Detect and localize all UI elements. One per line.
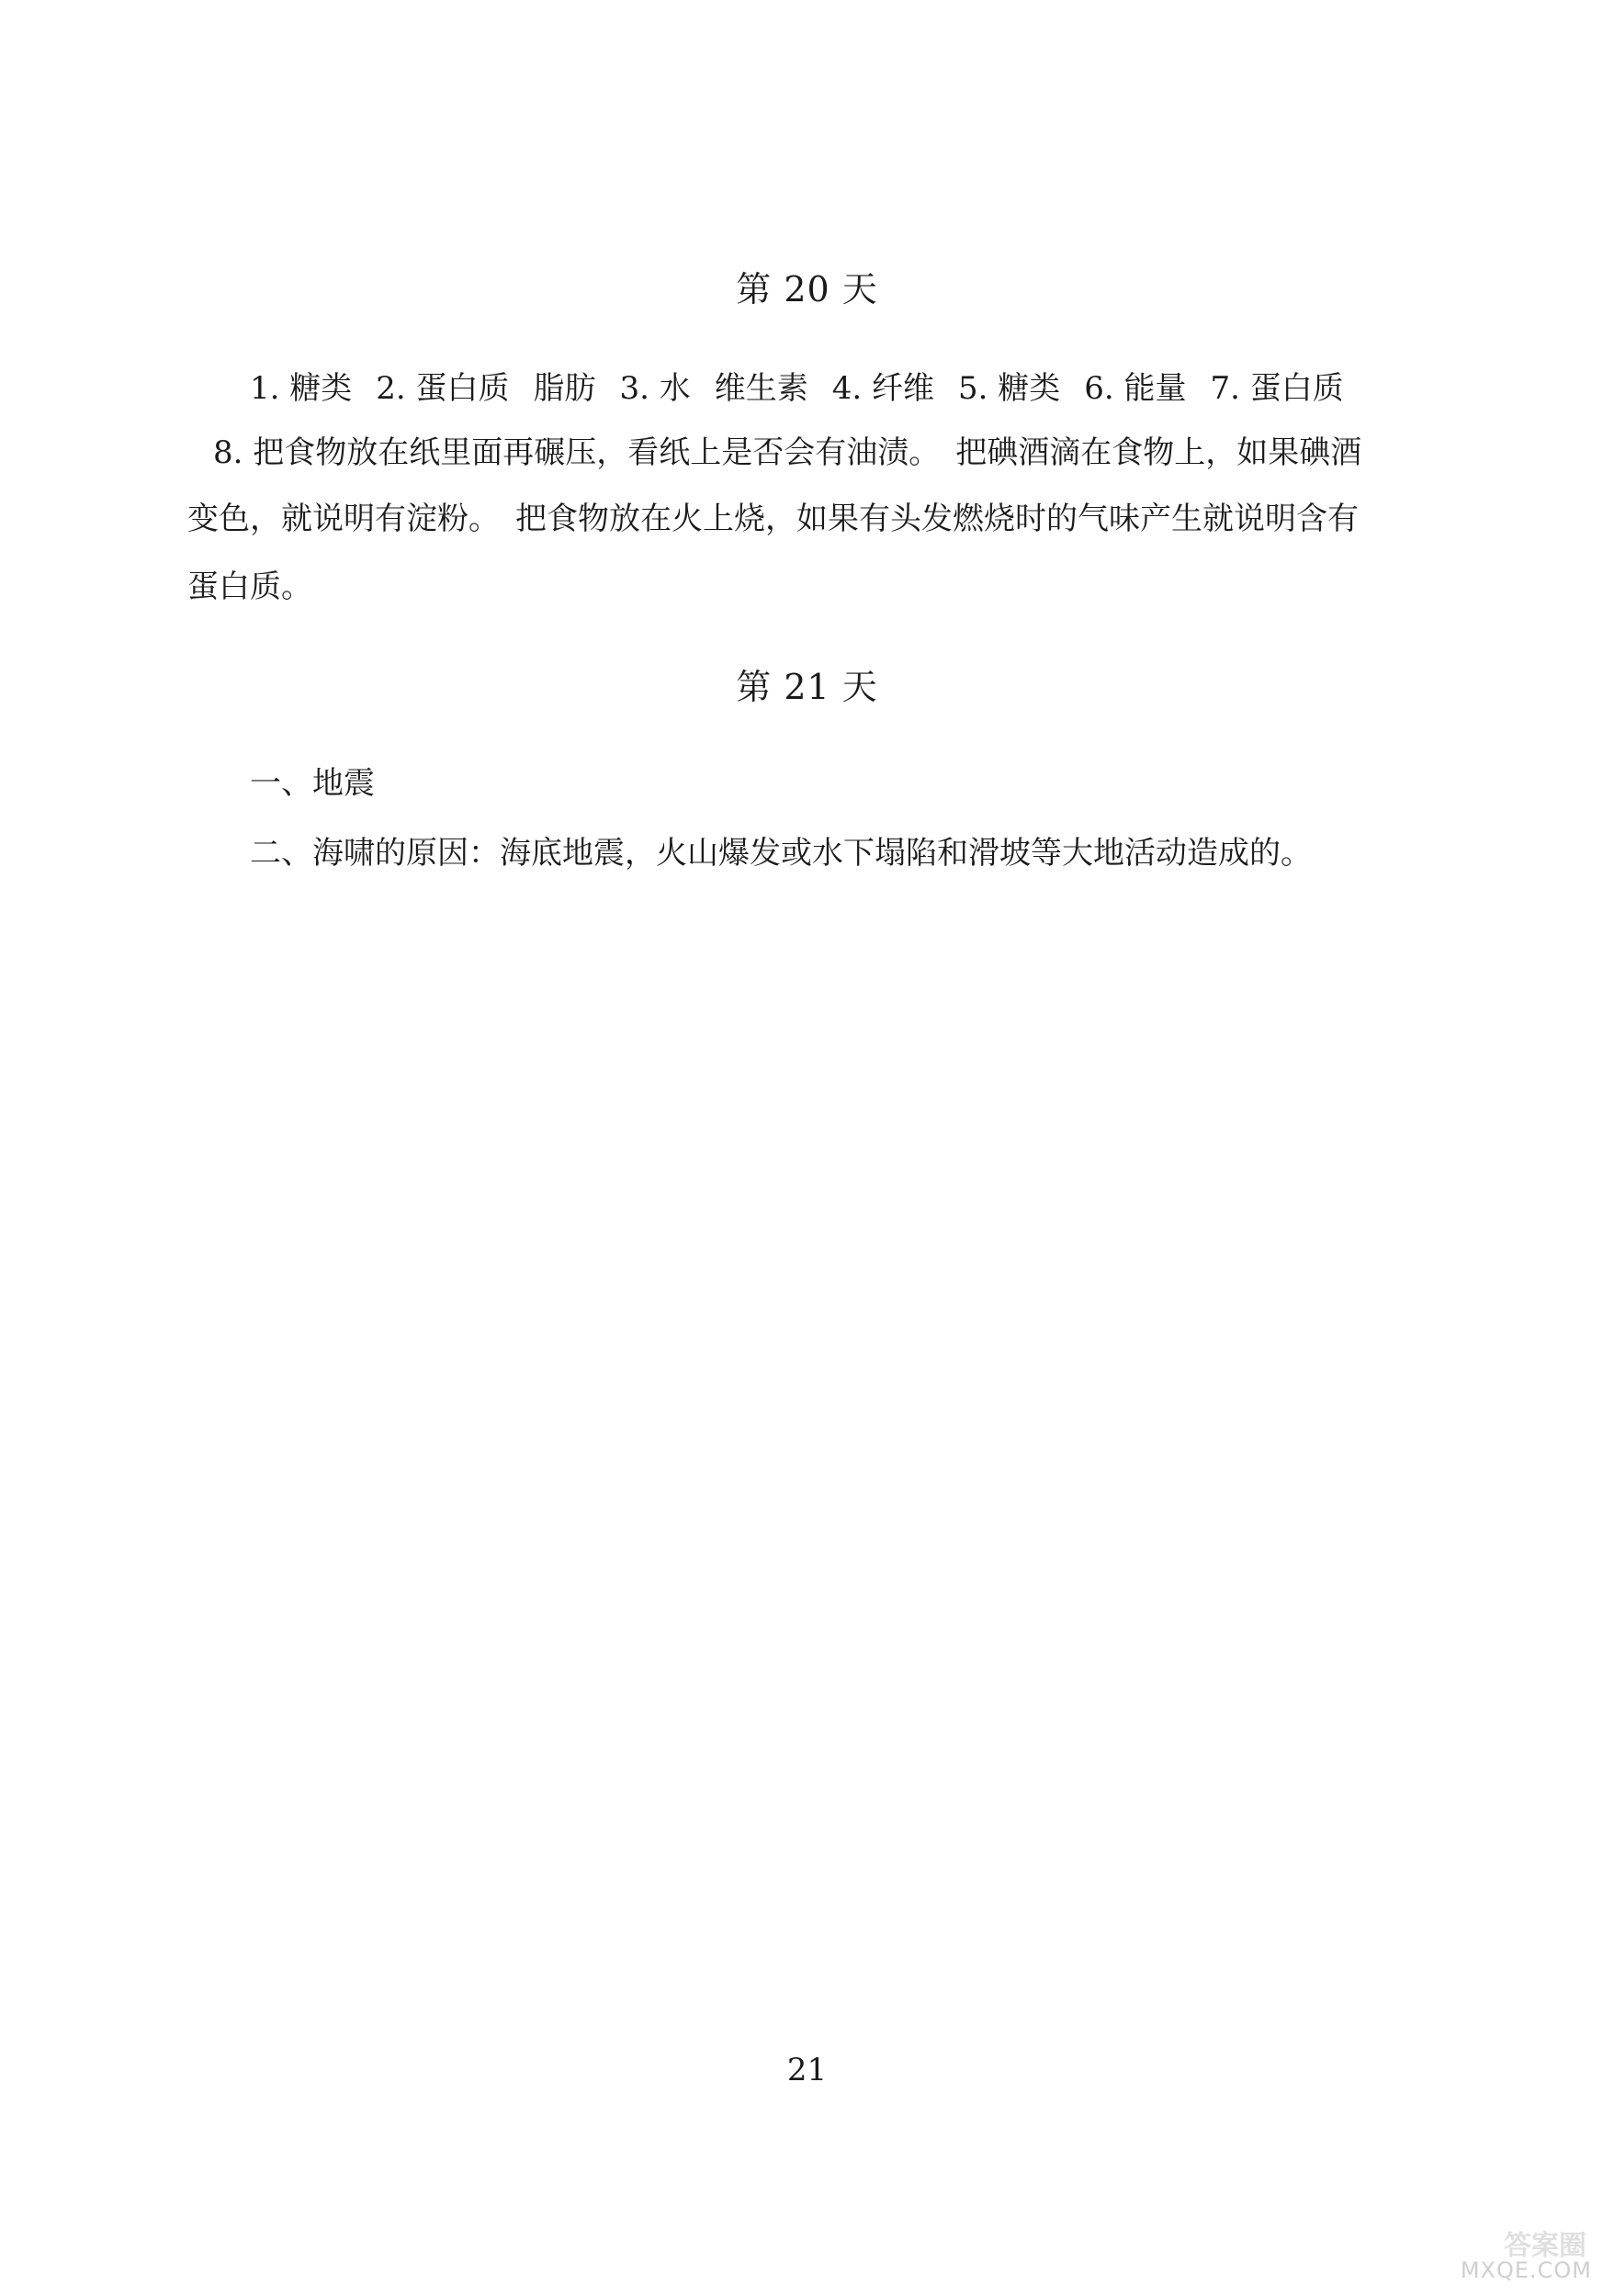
section-20-answers-line-2: 8. 把食物放在纸里面再碾压，看纸上是否会有油渍。 把碘酒滴在食物上，如果碘酒 <box>213 434 1362 471</box>
answer-item: 1. 糖类 <box>250 370 353 407</box>
watermark-logo <box>1436 2223 1592 2283</box>
section-20-answers-line-1 <box>250 370 1344 407</box>
answer-item: 5. 糖类 <box>958 370 1061 407</box>
section-21-item-1: 一、地震 <box>250 765 375 802</box>
answer-item: 脂肪 <box>533 370 596 407</box>
watermark-bottom-text: MXQE.COM <box>1460 2257 1592 2283</box>
section-21-heading: 第 21 天 <box>736 667 878 707</box>
section-20-answers-line-3: 变色，就说明有淀粉。 把食物放在火上烧，如果有头发燃烧时的气味产生就说明含有 <box>187 501 1359 537</box>
section-20-answers-line-4: 蛋白质。 <box>187 568 312 605</box>
answer-item: 3. 水 <box>619 370 691 407</box>
answer-item: 7. 蛋白质 <box>1210 370 1344 407</box>
answer-item: 4. 纤维 <box>831 370 934 407</box>
answer-item: 维生素 <box>714 370 808 407</box>
section-20-heading: 第 20 天 <box>736 269 878 310</box>
watermark-top-text: 答案圈 <box>1504 2230 1586 2262</box>
answer-item: 6. 能量 <box>1084 370 1187 407</box>
page-number: 21 <box>786 2052 828 2088</box>
section-21-item-2: 二、海啸的原因：海底地震，火山爆发或水下塌陷和滑坡等大地活动造成的。 <box>250 835 1312 872</box>
answer-item: 2. 蛋白质 <box>376 370 510 407</box>
